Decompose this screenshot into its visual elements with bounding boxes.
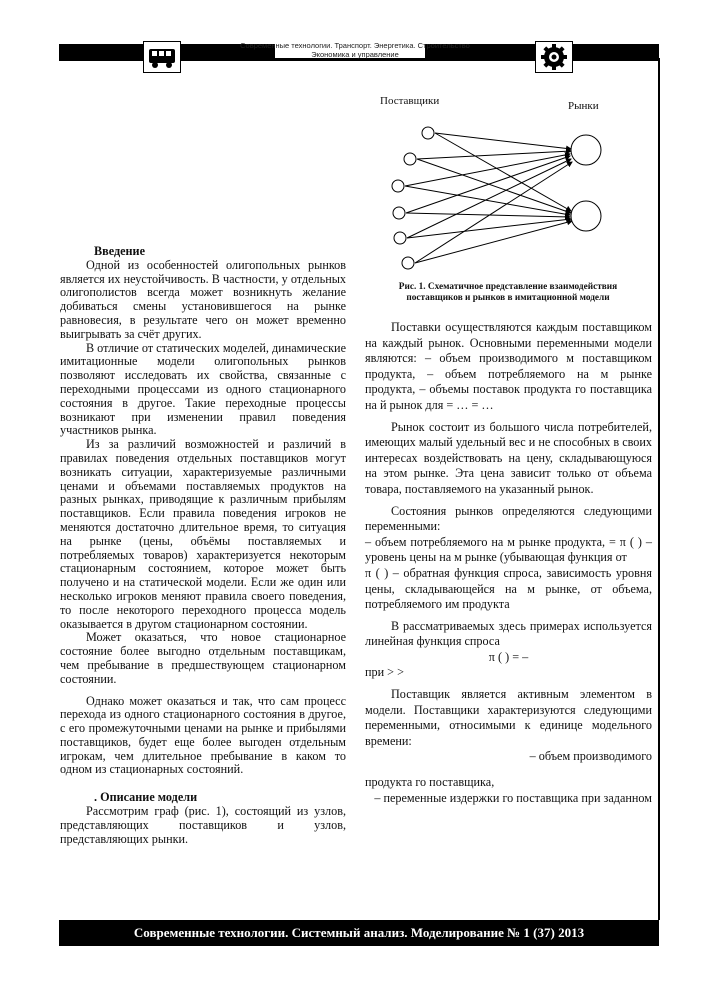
header-line-2: Экономика и управление xyxy=(311,50,399,59)
supplier-node xyxy=(392,180,404,192)
journal-header xyxy=(170,41,540,59)
paragraph: – переменные издержки го поставщика при заданном xyxy=(374,790,652,805)
figure-label-markets: Рынки xyxy=(568,100,599,112)
paragraph: Однако может оказаться и так, что сам процесс перехода из одного стационарного состояния в другое, с его промежуточными ценами на рынке и прибылями поставщиков, будет еще более выгоден отдельным игрокам, чем длительное пребывание в каком то одном из стационарных состояний. xyxy=(60,693,346,777)
figure-caption: Рис. 1. Схематичное представление взаимодействия поставщиков и рынков в имитационной модели xyxy=(398,282,618,303)
paragraph: В отличие от статических моделей, динамические имитационные модели олигопольных рынков позволяют исследовать их свойства, связанные с переходными процессами из одного стационарного состояния в другое. Такие переходные процессы возникают при изменении правил поведения участников рынка. xyxy=(60,340,346,438)
paragraph: Из за различий возможностей и различий в правилах поведения отдельных поставщиков могут возникать ситуации, характеризуемые различными ценами и объемами поставляемых продуктов на разных рынках, приводящие к различным прибылям поставщиков. Если правила поведения игроков не меняются достаточно длительное время, то ситуация на рынке (цены, объёмы поставляемых и потребляемых товаров) характеризуется некоторым стационарным состоянием, которое может быть получено и на статической модели. Если же один или несколько игроков меняют правила своего поведения, то после некоторого переходного процесса модель оказывается в другом стационарном состоянии. xyxy=(60,437,346,631)
supplier-market-graph xyxy=(370,92,650,297)
right-rule xyxy=(658,58,660,920)
paragraph: В рассматриваемых здесь примерах используется линейная функция спроса xyxy=(365,618,652,649)
paragraph: Рассмотрим граф (рис. 1), состоящий из узлов, представляющих поставщиков и узлов, представляющих рынки. xyxy=(60,804,346,846)
formula: при > > xyxy=(365,665,404,680)
formula: π ( ) = – xyxy=(488,649,529,664)
figure-label-suppliers: Поставщики xyxy=(380,95,440,107)
paragraph: Рынок состоит из большого числа потребителей, имеющих малый удельный вес и не способных в своих интересах воздействовать на цену, складывающуюся на этом рынке. Эта цена зависит только от объема товара, поставляемого на указанный рынок. xyxy=(365,419,652,496)
paragraph: Одной из особенностей олигопольных рынков является их неустойчивость. В частности, у отдельных олигополистов всегда может возникнуть желание добиваться смены установившегося на рынке равновесия, в результате чего он может временно выигрывать за счёт других. xyxy=(60,257,346,341)
market-node xyxy=(571,135,601,165)
supplier-node xyxy=(394,232,406,244)
paragraph: – объем потребляемого на м рынке продукта, = π ( ) – уровень цены на м рынке (убывающая функция от xyxy=(365,534,652,565)
section-heading-model: . Описание модели xyxy=(94,790,198,805)
journal-footer: Современные технологии. Системный анализ. Моделирование № 1 (37) 2013 xyxy=(59,920,659,946)
transport-icon xyxy=(143,41,181,73)
paragraph: Поставки осуществляются каждым поставщиком на каждый рынок. Основными переменными модели являются: – объем производимого м поставщиком продукта, – объем потребляемого на м рынке продукта, – объемы поставок продукта го поставщика на й рынок для = … = … xyxy=(365,320,652,412)
supplier-node xyxy=(402,257,414,269)
right-column xyxy=(365,320,652,806)
market-node xyxy=(571,201,601,231)
supplier-node xyxy=(393,207,405,219)
paragraph: π ( ) – обратная функция спроса, зависимость уровня цены, складывающейся на м рынке, от объема, потребляемого им продукта xyxy=(365,565,652,612)
header-line-1: Современные технологии. Транспорт. Энергетика. Строительство xyxy=(240,41,470,50)
paragraph: продукта го поставщика, xyxy=(365,775,495,790)
paragraph: Состояния рынков определяются следующими переменными: xyxy=(365,503,652,534)
supplier-node xyxy=(404,153,416,165)
supplier-node xyxy=(422,127,434,139)
paragraph: Может оказаться, что новое стационарное состояние более выгодно отдельным поставщикам, чем пребывание в предшествующем стационарном состоянии. xyxy=(60,630,346,686)
left-column xyxy=(60,245,346,846)
paragraph: Поставщик является активным элементом в модели. Поставщики характеризуются следующими переменными, относимыми к единице модельного времени: xyxy=(365,687,652,748)
section-heading-intro: Введение xyxy=(94,244,145,258)
paragraph: – объем производимого xyxy=(529,749,652,764)
gear-icon xyxy=(535,41,573,73)
